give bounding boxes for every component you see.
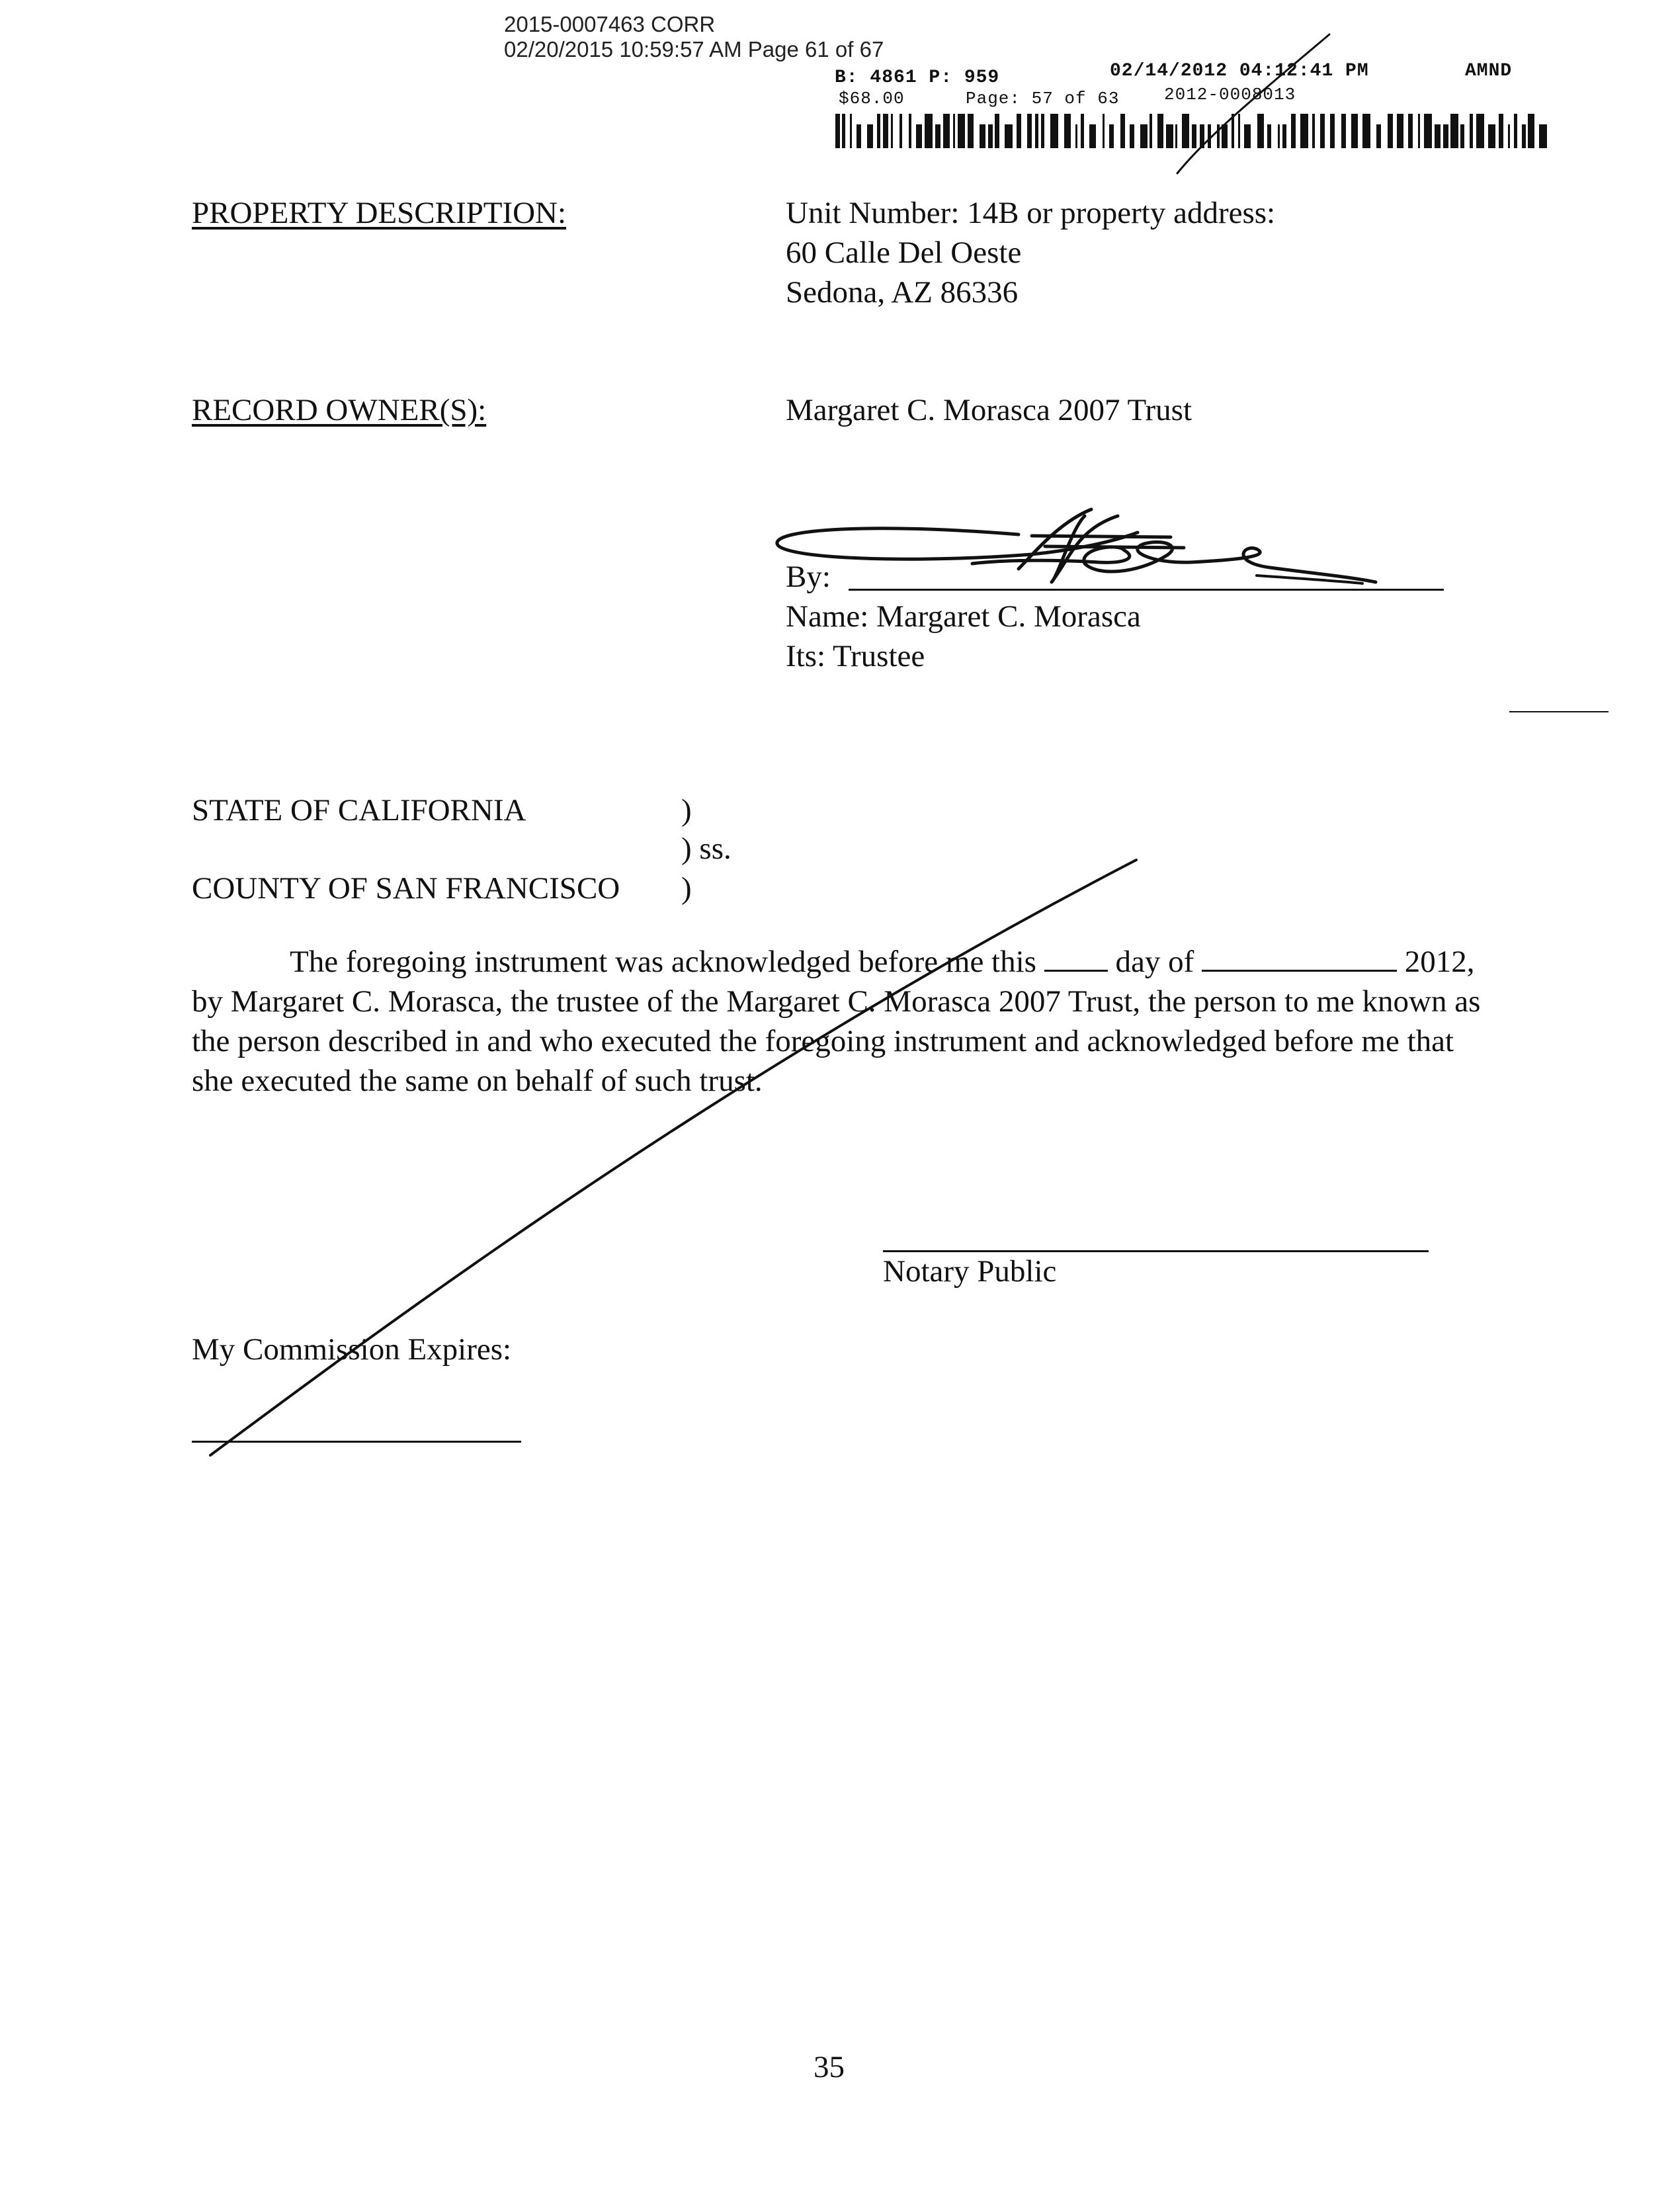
venue-paren-2: ) ss. <box>681 831 732 866</box>
barcode-bar <box>980 124 985 148</box>
barcode-bar <box>1376 124 1381 148</box>
barcode-bar <box>883 114 888 148</box>
barcode-bar <box>1120 114 1125 148</box>
barcode-bar <box>1300 114 1308 148</box>
barcode-bar <box>1222 124 1228 148</box>
barcode-bar <box>995 114 999 148</box>
barcode-bar <box>891 114 893 148</box>
barcode-bar <box>1005 124 1013 148</box>
barcode-bar <box>1278 124 1280 148</box>
barcode-bar <box>1238 114 1240 148</box>
ack-part-3: 2012, by Margaret C. Morasca, the trustee of the Margaret C. Morasca 2007 Trust, the person to me known as the person described in and who executed the foregoing instrument and acknowledged before me that she executed the same on behalf of such trust. <box>192 945 1481 1098</box>
barcode-bar <box>1140 124 1148 148</box>
barcode-bar <box>1041 114 1044 148</box>
barcode-bar <box>1291 114 1296 148</box>
barcode-bar <box>1150 114 1152 148</box>
barcode-bar <box>1166 124 1173 148</box>
barcode-bar <box>1035 114 1038 148</box>
barcode-bar <box>1182 114 1189 148</box>
barcode-bar <box>1320 114 1325 148</box>
commission-expires-label: My Commission Expires: <box>192 1332 512 1367</box>
barcode-bar <box>1514 114 1517 148</box>
barcode-bar <box>909 114 911 148</box>
barcode-bar <box>857 124 861 148</box>
barcode-bar <box>1476 114 1484 148</box>
record-owner-value: Margaret C. Morasca 2007 Trust <box>786 393 1192 427</box>
barcode-bar <box>1508 124 1510 148</box>
barcode-bar <box>1075 124 1077 148</box>
record-page-of: Page: 57 of 63 <box>966 89 1120 108</box>
barcode-bar <box>1017 114 1021 148</box>
notary-public-label: Notary Public <box>883 1254 1057 1289</box>
barcode-bar <box>1267 124 1271 148</box>
ack-part-2: day of <box>1115 945 1194 979</box>
record-fee: $68.00 <box>839 89 905 108</box>
barcode-bar <box>935 124 940 148</box>
barcode-bar <box>1103 114 1105 148</box>
barcode-bar <box>1064 114 1071 148</box>
barcode-bar <box>1109 124 1114 148</box>
barcode-bar <box>1450 114 1458 148</box>
barcode-bar <box>835 114 840 148</box>
record-instrument: 2012-0008013 <box>1164 85 1296 105</box>
property-line-3: Sedona, AZ 86336 <box>786 275 1019 310</box>
barcode-bar <box>1460 124 1464 148</box>
month-blank <box>1202 943 1397 972</box>
recording-datetime: 02/20/2015 10:59:57 AM Page 61 of 67 <box>504 37 884 62</box>
barcode-bar <box>1208 124 1211 148</box>
barcode-bar <box>1522 124 1526 148</box>
barcode-bar <box>925 114 933 148</box>
book-page: B: 4861 P: 959 <box>835 67 1000 88</box>
ack-part-1: The foregoing instrument was acknowledged before me this <box>290 945 1036 979</box>
barcode-bar <box>1081 114 1084 148</box>
barcode-bar <box>1027 114 1032 148</box>
acknowledgment-paragraph <box>192 942 1501 1101</box>
barcode-bar <box>943 114 950 148</box>
signer-name: Name: Margaret C. Morasca <box>786 599 1141 634</box>
recording-id: 2015-0007463 CORR <box>504 12 716 36</box>
record-datetime: 02/14/2012 04:12:41 PM <box>1110 61 1369 81</box>
barcode-bar <box>877 114 880 148</box>
barcode-bar <box>867 124 873 148</box>
barcode-bar <box>1157 114 1163 148</box>
barcode-bar <box>1470 114 1473 148</box>
property-line-1: Unit Number: 14B or property address: <box>786 196 1276 230</box>
commission-expires-line <box>192 1441 521 1443</box>
barcode-bar <box>1499 114 1503 148</box>
barcode-bar <box>1408 114 1413 148</box>
property-line-2: 60 Calle Del Oeste <box>786 235 1022 270</box>
by-label: By: <box>786 560 831 594</box>
barcode-bar <box>1388 114 1393 148</box>
barcode-bar <box>1232 114 1234 148</box>
barcode-bar <box>899 114 902 148</box>
barcode-bar <box>1418 114 1420 148</box>
barcode-bar <box>1539 124 1547 148</box>
barcode-bar <box>1257 114 1264 148</box>
barcode-bar <box>1312 114 1315 148</box>
venue-paren-3: ) <box>681 871 692 906</box>
barcode-bar <box>1488 124 1495 148</box>
day-blank <box>1044 943 1108 972</box>
barcode-bar <box>1050 114 1058 148</box>
property-description-label: PROPERTY DESCRIPTION: <box>192 196 567 230</box>
barcode-bar <box>958 114 965 148</box>
barcode-bar <box>1341 114 1346 148</box>
signer-title: Its: Trustee <box>786 639 925 673</box>
barcode-bar <box>1435 124 1441 148</box>
venue-paren-1: ) <box>681 793 692 828</box>
barcode-bar <box>1397 114 1403 148</box>
barcode-bar <box>1362 114 1370 148</box>
record-owner-label: RECORD OWNER(S): <box>192 393 487 427</box>
barcode-bar <box>1282 124 1286 148</box>
venue-state: STATE OF CALIFORNIA <box>192 793 526 828</box>
venue-county: COUNTY OF SAN FRANCISCO <box>192 871 620 906</box>
signature-scribble <box>777 509 1376 582</box>
barcode-bar <box>1200 124 1204 148</box>
barcode-bar <box>1130 124 1134 148</box>
barcode-bar <box>1192 124 1196 148</box>
barcode-bar <box>988 124 993 148</box>
stray-mark <box>1509 711 1609 712</box>
barcode-bar <box>1244 124 1251 148</box>
barcode-bar <box>1351 114 1358 148</box>
barcode-bar <box>1330 114 1335 148</box>
barcode-bar <box>1217 124 1220 148</box>
barcode-bar <box>842 114 845 148</box>
barcode-bar <box>1089 124 1096 148</box>
barcode-bar <box>916 124 922 148</box>
barcode-bar <box>1424 114 1432 148</box>
record-type: AMND <box>1465 61 1513 81</box>
barcode-bar <box>968 114 974 148</box>
barcode-bar <box>1528 114 1534 148</box>
page-number: 35 <box>814 2050 845 2084</box>
barcode-bar <box>850 114 852 148</box>
barcode-bar <box>1443 124 1448 148</box>
signature-line <box>849 589 1444 591</box>
barcode-bar <box>1175 124 1177 148</box>
barcode-bar <box>953 114 955 148</box>
